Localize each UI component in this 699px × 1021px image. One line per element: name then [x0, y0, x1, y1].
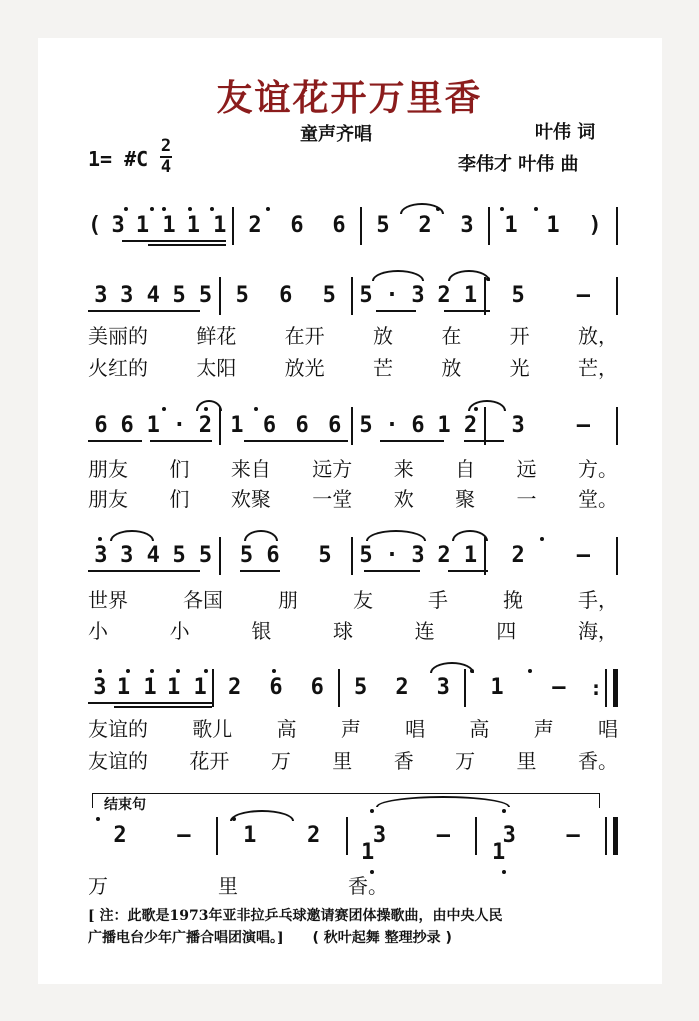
note: 6 — [279, 283, 293, 308]
lyric: 歌儿 — [192, 717, 233, 741]
coda-bracket — [92, 793, 600, 808]
lyric: 手 — [428, 588, 448, 612]
lyrics-coda — [88, 870, 388, 899]
lyric: 唱 — [405, 717, 426, 741]
measure — [88, 413, 219, 439]
note: 1 1 — [116, 675, 157, 700]
lyric: 友谊的 — [88, 749, 148, 773]
measure — [340, 675, 464, 701]
lyric: 鲜花 — [196, 324, 237, 348]
chord-lower-note: 1 — [492, 840, 506, 865]
composer-credit: 李伟才 叶伟 曲 — [458, 154, 579, 175]
note: 5 — [511, 283, 525, 308]
note: 2 — [198, 413, 213, 438]
lyric: 唱 — [597, 717, 618, 741]
note: 2 — [306, 823, 321, 848]
note: 5 — [359, 413, 373, 438]
measure — [466, 675, 590, 701]
lyric: 万 — [270, 749, 291, 773]
footnote-line2: 广播电台少年广播合唱团演唱。] ( 秋叶起舞 整理抄录 ) — [88, 930, 452, 946]
lyric: 手， — [578, 588, 618, 612]
lyric: 火红的 — [88, 356, 148, 380]
lyric: 万 — [455, 749, 476, 773]
note: · — [385, 543, 399, 568]
lyric: 友谊的 — [88, 717, 148, 741]
note: 2 — [228, 675, 242, 700]
staff-row-5 — [88, 675, 618, 701]
lyric: 来自 — [230, 457, 271, 481]
intro-close-paren: ) — [588, 213, 602, 238]
lyric: 放 — [372, 324, 393, 348]
note: 5 5 — [172, 283, 213, 308]
measure — [214, 675, 338, 701]
note: – — [177, 823, 191, 848]
final-barline — [605, 817, 618, 855]
note: 3 — [460, 213, 474, 238]
measure — [362, 213, 488, 239]
note: 3 4 — [120, 283, 160, 308]
note: 2 — [248, 213, 262, 238]
note: – — [576, 283, 590, 308]
measure — [353, 543, 484, 569]
lyric: 里 — [332, 749, 353, 773]
lyric: 连 — [414, 619, 435, 643]
note: 1 1 — [167, 675, 207, 700]
measure — [353, 413, 484, 439]
note: 3 — [502, 823, 516, 848]
note: 6 — [269, 675, 283, 700]
lyric: 美丽的 — [88, 324, 148, 348]
measure — [490, 213, 616, 239]
note: 5 5 — [172, 543, 213, 568]
lyrics-verse1-row2 — [88, 320, 618, 349]
lyric: 堂。 — [577, 487, 618, 511]
footnote-line1: [ 注：此歌是1973年亚非拉乒乓球邀请赛团体操歌曲，由中央人民 — [88, 908, 503, 924]
note: 6 — [332, 213, 346, 238]
note: 1 — [243, 823, 257, 848]
note: 5 — [376, 213, 390, 238]
lyric: 各国 — [183, 588, 223, 612]
lyric: 香。 — [348, 874, 388, 898]
note: 3 — [93, 675, 107, 700]
lyric: 芒 — [372, 356, 393, 380]
lyric: 球 — [332, 619, 353, 643]
note: 5 — [318, 543, 332, 568]
note: · — [172, 413, 186, 438]
measure — [221, 543, 352, 569]
song-title: 友谊花开万里香 — [216, 77, 483, 119]
lyric: 声 — [533, 717, 554, 741]
lyric: 们 — [169, 487, 190, 511]
lyric: 欢 — [393, 487, 414, 511]
note: – — [436, 823, 450, 848]
note: 2 — [511, 543, 525, 568]
measure — [353, 283, 484, 309]
note: 3 — [436, 675, 450, 700]
note: 2 1 — [437, 543, 478, 568]
lyrics-verse2-row4 — [88, 615, 618, 644]
coda-label: 结束句 — [104, 797, 146, 813]
note: 1 1 — [135, 213, 176, 238]
note: 3 — [94, 283, 108, 308]
measure — [486, 413, 617, 439]
lyric: 在 — [441, 324, 462, 348]
lyric: 方。 — [577, 457, 618, 481]
lyric: 高 — [276, 717, 297, 741]
lyrics-verse2-row3 — [88, 483, 618, 512]
note: 3 — [411, 543, 425, 568]
note: 3 — [94, 543, 108, 568]
lyric: 小 — [169, 619, 190, 643]
lyric: 银 — [251, 619, 272, 643]
note: 1 — [146, 413, 160, 438]
measure — [486, 543, 617, 569]
staff-row-2 — [88, 283, 618, 309]
lyric: 自 — [455, 457, 476, 481]
lyric: 香 — [393, 749, 414, 773]
note: 5 — [359, 543, 373, 568]
lyric: 远 — [516, 457, 537, 481]
key-signature: 1= #C — [88, 147, 149, 171]
lyrics-verse2-row2 — [88, 352, 618, 381]
lyric: 高 — [469, 717, 490, 741]
lyric: 开 — [509, 324, 530, 348]
lyric: 海， — [577, 619, 618, 643]
measure — [221, 283, 352, 309]
note: 6 — [290, 213, 304, 238]
lyric: 放， — [577, 324, 618, 348]
note: 6 — [295, 413, 309, 438]
measure — [88, 675, 212, 701]
staff-row-3 — [88, 413, 618, 439]
lyrics-verse1-row4 — [88, 584, 618, 613]
note: · — [385, 413, 399, 438]
lyric: 声 — [340, 717, 361, 741]
note: 6 — [328, 413, 342, 438]
note: 5 6 — [239, 543, 280, 568]
note: 1 — [490, 675, 504, 700]
transcriber-credit: ( 秋叶起舞 整理抄录 ) — [312, 930, 452, 946]
footnote — [88, 905, 618, 949]
note: 2 — [113, 823, 127, 848]
lyric: 欢聚 — [230, 487, 271, 511]
lyrics-verse2-row5 — [88, 745, 618, 774]
note: 5 — [235, 283, 249, 308]
note: 3 — [372, 823, 387, 848]
note: – — [566, 823, 580, 848]
lyric: 光 — [509, 356, 530, 380]
note: 6 — [411, 413, 425, 438]
note: 5 — [322, 283, 336, 308]
measure — [234, 213, 360, 239]
note: 2 1 — [437, 283, 478, 308]
note: · — [385, 283, 399, 308]
lyric: 聚 — [455, 487, 476, 511]
lyric: 四 — [496, 619, 517, 643]
note: – — [576, 543, 590, 568]
staff-row-coda — [88, 823, 618, 849]
measure — [88, 283, 219, 309]
note: 2 — [395, 675, 409, 700]
note: 6 — [310, 675, 324, 700]
measure — [88, 543, 219, 569]
lyric: 太阳 — [196, 356, 237, 380]
lyric: 里 — [218, 874, 238, 898]
lyric: 万 — [88, 874, 108, 898]
lyric: 朋友 — [88, 487, 128, 511]
measure — [221, 413, 352, 439]
note: 6 — [94, 413, 108, 438]
time-signature: 2 4 — [160, 136, 172, 177]
note: 2 — [418, 213, 432, 238]
lyric: 友 — [353, 588, 373, 612]
lyric: 放光 — [284, 356, 325, 380]
note: 5 — [359, 283, 373, 308]
lyric: 花开 — [189, 749, 230, 773]
lyric: 香。 — [577, 749, 618, 773]
note: 1 — [230, 413, 244, 438]
note: 3 4 — [120, 543, 160, 568]
measure — [218, 823, 346, 849]
lyric: 朋友 — [88, 457, 128, 481]
lyric: 里 — [516, 749, 537, 773]
lyric: 远方 — [312, 457, 353, 481]
lyric: 一堂 — [312, 487, 353, 511]
intro-open-paren: ( — [88, 213, 102, 238]
note: 3 — [111, 213, 125, 238]
note: 3 — [411, 283, 425, 308]
lyric: 在开 — [284, 324, 325, 348]
lyric: 朋 — [278, 588, 298, 612]
note: 3 — [511, 413, 525, 438]
lyric: 小 — [88, 619, 108, 643]
measure — [106, 213, 232, 239]
note: 6 — [262, 413, 277, 438]
lyric: 世界 — [88, 588, 128, 612]
repeat-sign: : — [590, 675, 618, 701]
lyrics-verse1-row3 — [88, 453, 618, 482]
lyricist-credit: 叶伟 词 — [535, 122, 596, 143]
lyric: 挽 — [503, 588, 523, 612]
measure — [486, 283, 617, 309]
lyric: 一 — [516, 487, 537, 511]
note: 6 — [120, 413, 134, 438]
performance-style: 童声齐唱 — [300, 124, 372, 145]
measure — [88, 823, 216, 849]
lyric: 们 — [169, 457, 190, 481]
lyric: 来 — [393, 457, 414, 481]
note: 1 — [546, 213, 560, 238]
chord-lower-note: 1 — [361, 840, 375, 865]
note: 1 — [504, 213, 518, 238]
staff-row-4 — [88, 543, 618, 569]
note: – — [576, 413, 590, 438]
lyric: 芒， — [577, 356, 618, 380]
note: 1 2 — [437, 413, 478, 438]
lyrics-verse1-row5 — [88, 713, 618, 742]
note: – — [552, 675, 566, 700]
note: 5 — [354, 675, 368, 700]
staff-row-intro — [88, 213, 618, 239]
lyric: 放 — [441, 356, 462, 380]
note: 1 1 — [186, 213, 227, 238]
